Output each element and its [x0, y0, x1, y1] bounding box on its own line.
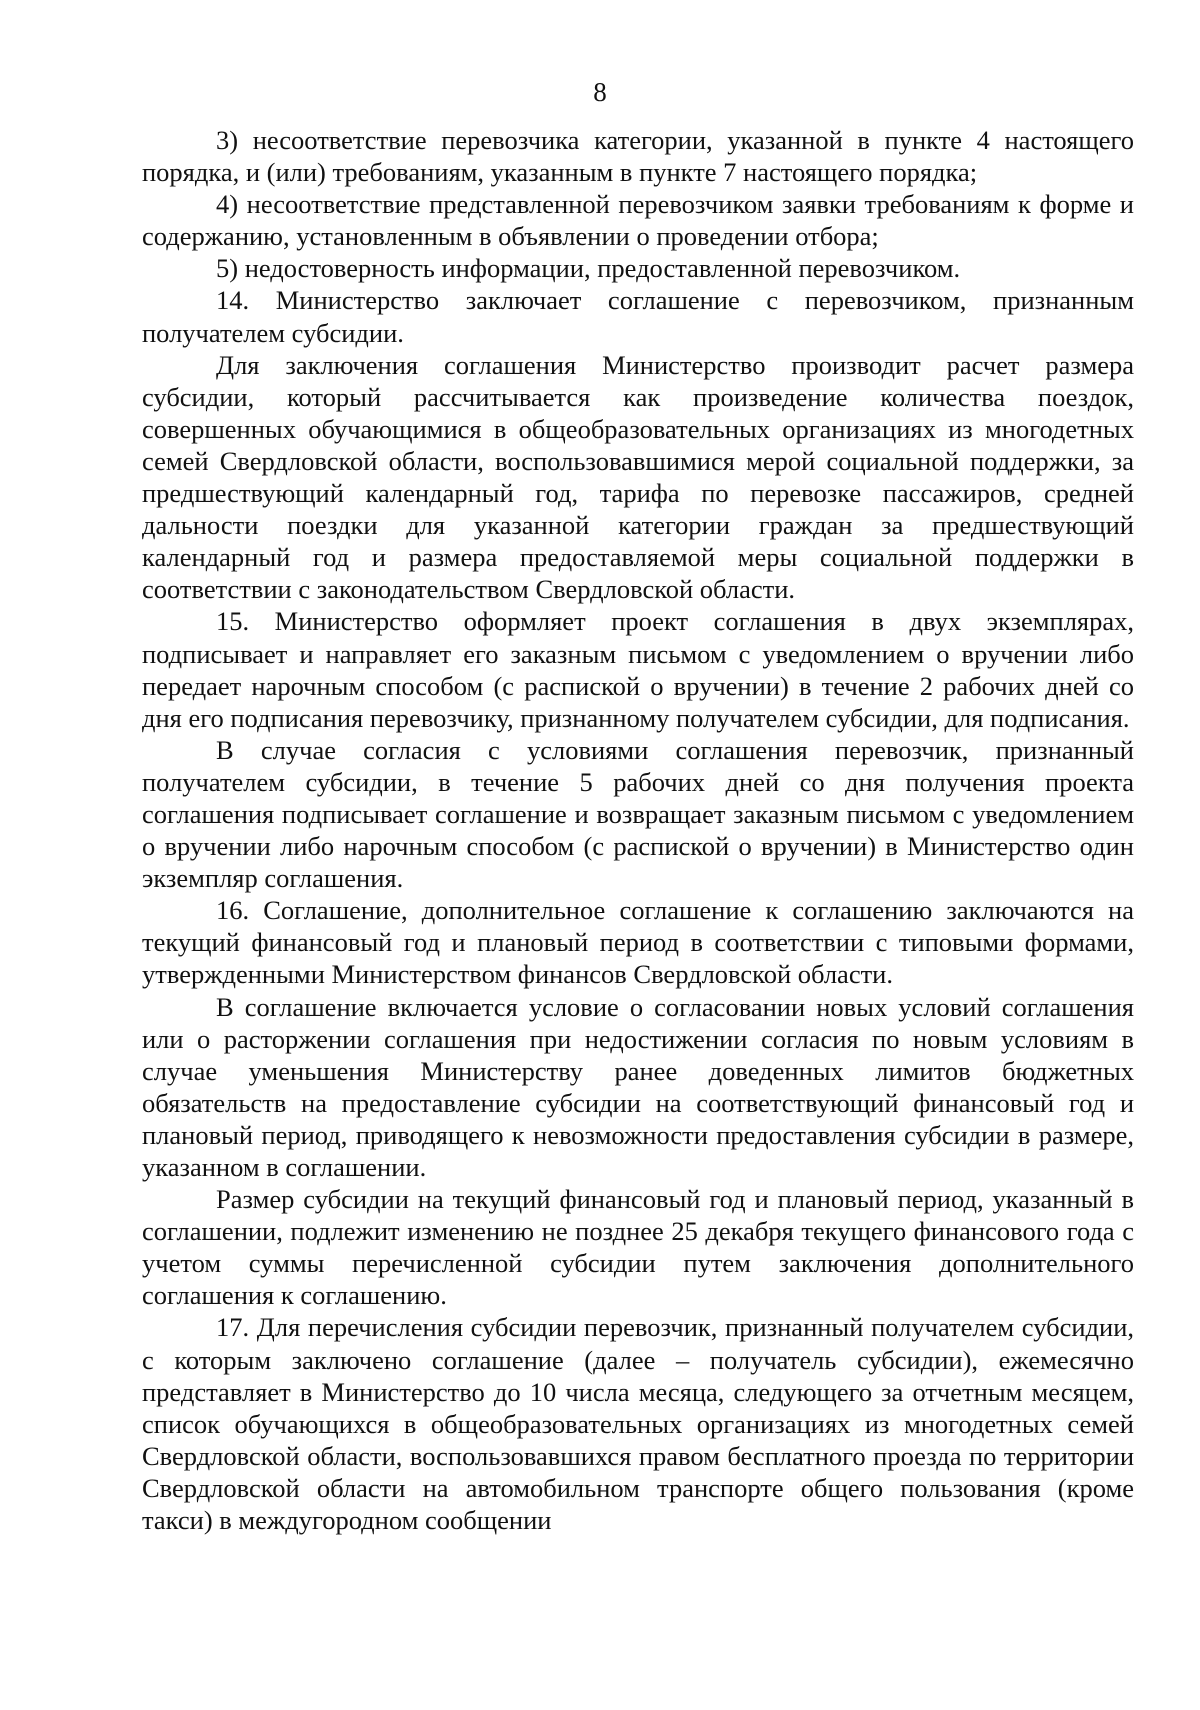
paragraph-item-5: 5) недостоверность информации, предоставленной перевозчиком. — [216, 253, 961, 284]
paragraph-subsidy-calculation: Для заключения соглашения Министерство производит расчет размера субсидии, который рассчитывается как произведение количества поездок, совершенных обучающимися в общеобразовательных организациях из многодетных семей Свердловской области, воспользовавшимися мерой социальной поддержки, за предшествующий календарный год, тарифа по перевозке пассажиров, средней дальности поездки для указанной категории граждан за предшествующий календарный год и размера предоставляемой меры социальной поддержки в соответствии с законодательством Свердловской области. — [142, 349, 1134, 605]
page-number: 8 — [593, 77, 607, 107]
paragraph-clause-15: 15. Министерство оформляет проект соглашения в двух экземплярах, подписывает и направляет его заказным письмом с уведомлением о вручении либо передает нарочным способом (с распиской о вручении) в течение 2 рабочих дней со дня его подписания перевозчику, признанному получателем субсидии, для подписания. — [142, 606, 1134, 733]
paragraph-agreement-consent: В случае согласия с условиями соглашения перевозчик, признанный получателем субсидии, в течение 5 рабочих дней со дня получения проекта соглашения подписывает соглашение и возвращает заказным письмом с уведомлением о вручении либо нарочным способом (с распиской о вручении) в Министерство один экземпляр соглашения. — [142, 734, 1134, 894]
paragraph-item-4: 4) несоответствие представленной перевозчиком заявки требованиям к форме и содержанию, установленным в объявлении о проведении отбора; — [142, 189, 1134, 252]
paragraph-clause-16: 16. Соглашение, дополнительное соглашение к соглашению заключаются на текущий финансовый год и плановый период в соответствии с типовыми формами, утвержденными Министерством финансов Свердловской области. — [142, 895, 1134, 990]
paragraph-item-3: 3) несоответствие перевозчика категории, указанной в пункте 4 настоящего порядка, и (или) требованиям, указанным в пункте 7 настоящего порядка; — [142, 125, 1134, 188]
paragraph-subsidy-amount-change: Размер субсидии на текущий финансовый год и плановый период, указанный в соглашении, подлежит изменению не позднее 25 декабря текущего финансового года с учетом суммы перечисленной субсидии путем заключения дополнительного соглашения к соглашению. — [142, 1184, 1134, 1311]
paragraph-clause-14: 14. Министерство заключает соглашение с перевозчиком, признанным получателем субсидии. — [142, 285, 1134, 348]
paragraph-clause-17: 17. Для перечисления субсидии перевозчик, признанный получателем субсидии, с которым заключено соглашение (далее – получатель субсидии), ежемесячно представляет в Министерство до 10 числа месяца, следующего за отчетным месяцем, список обучающихся в общеобразовательных организациях из многодетных семей Свердловской области, воспользовавшихся правом бесплатного проезда по территории Свердловской области на автомобильном транспорте общего пользования (кроме такси) в междугородном сообщении — [142, 1312, 1134, 1536]
document-body — [142, 124, 1134, 1536]
paragraph-new-conditions: В соглашение включается условие о согласовании новых условий соглашения или о расторжении соглашения при недостижении согласия по новым условиям в случае уменьшения Министерству ранее доведенных лимитов бюджетных обязательств на предоставление субсидии на соответствующий финансовый год и плановый период, приводящего к невозможности предоставления субсидии в размере, указанном в соглашении. — [142, 991, 1134, 1182]
